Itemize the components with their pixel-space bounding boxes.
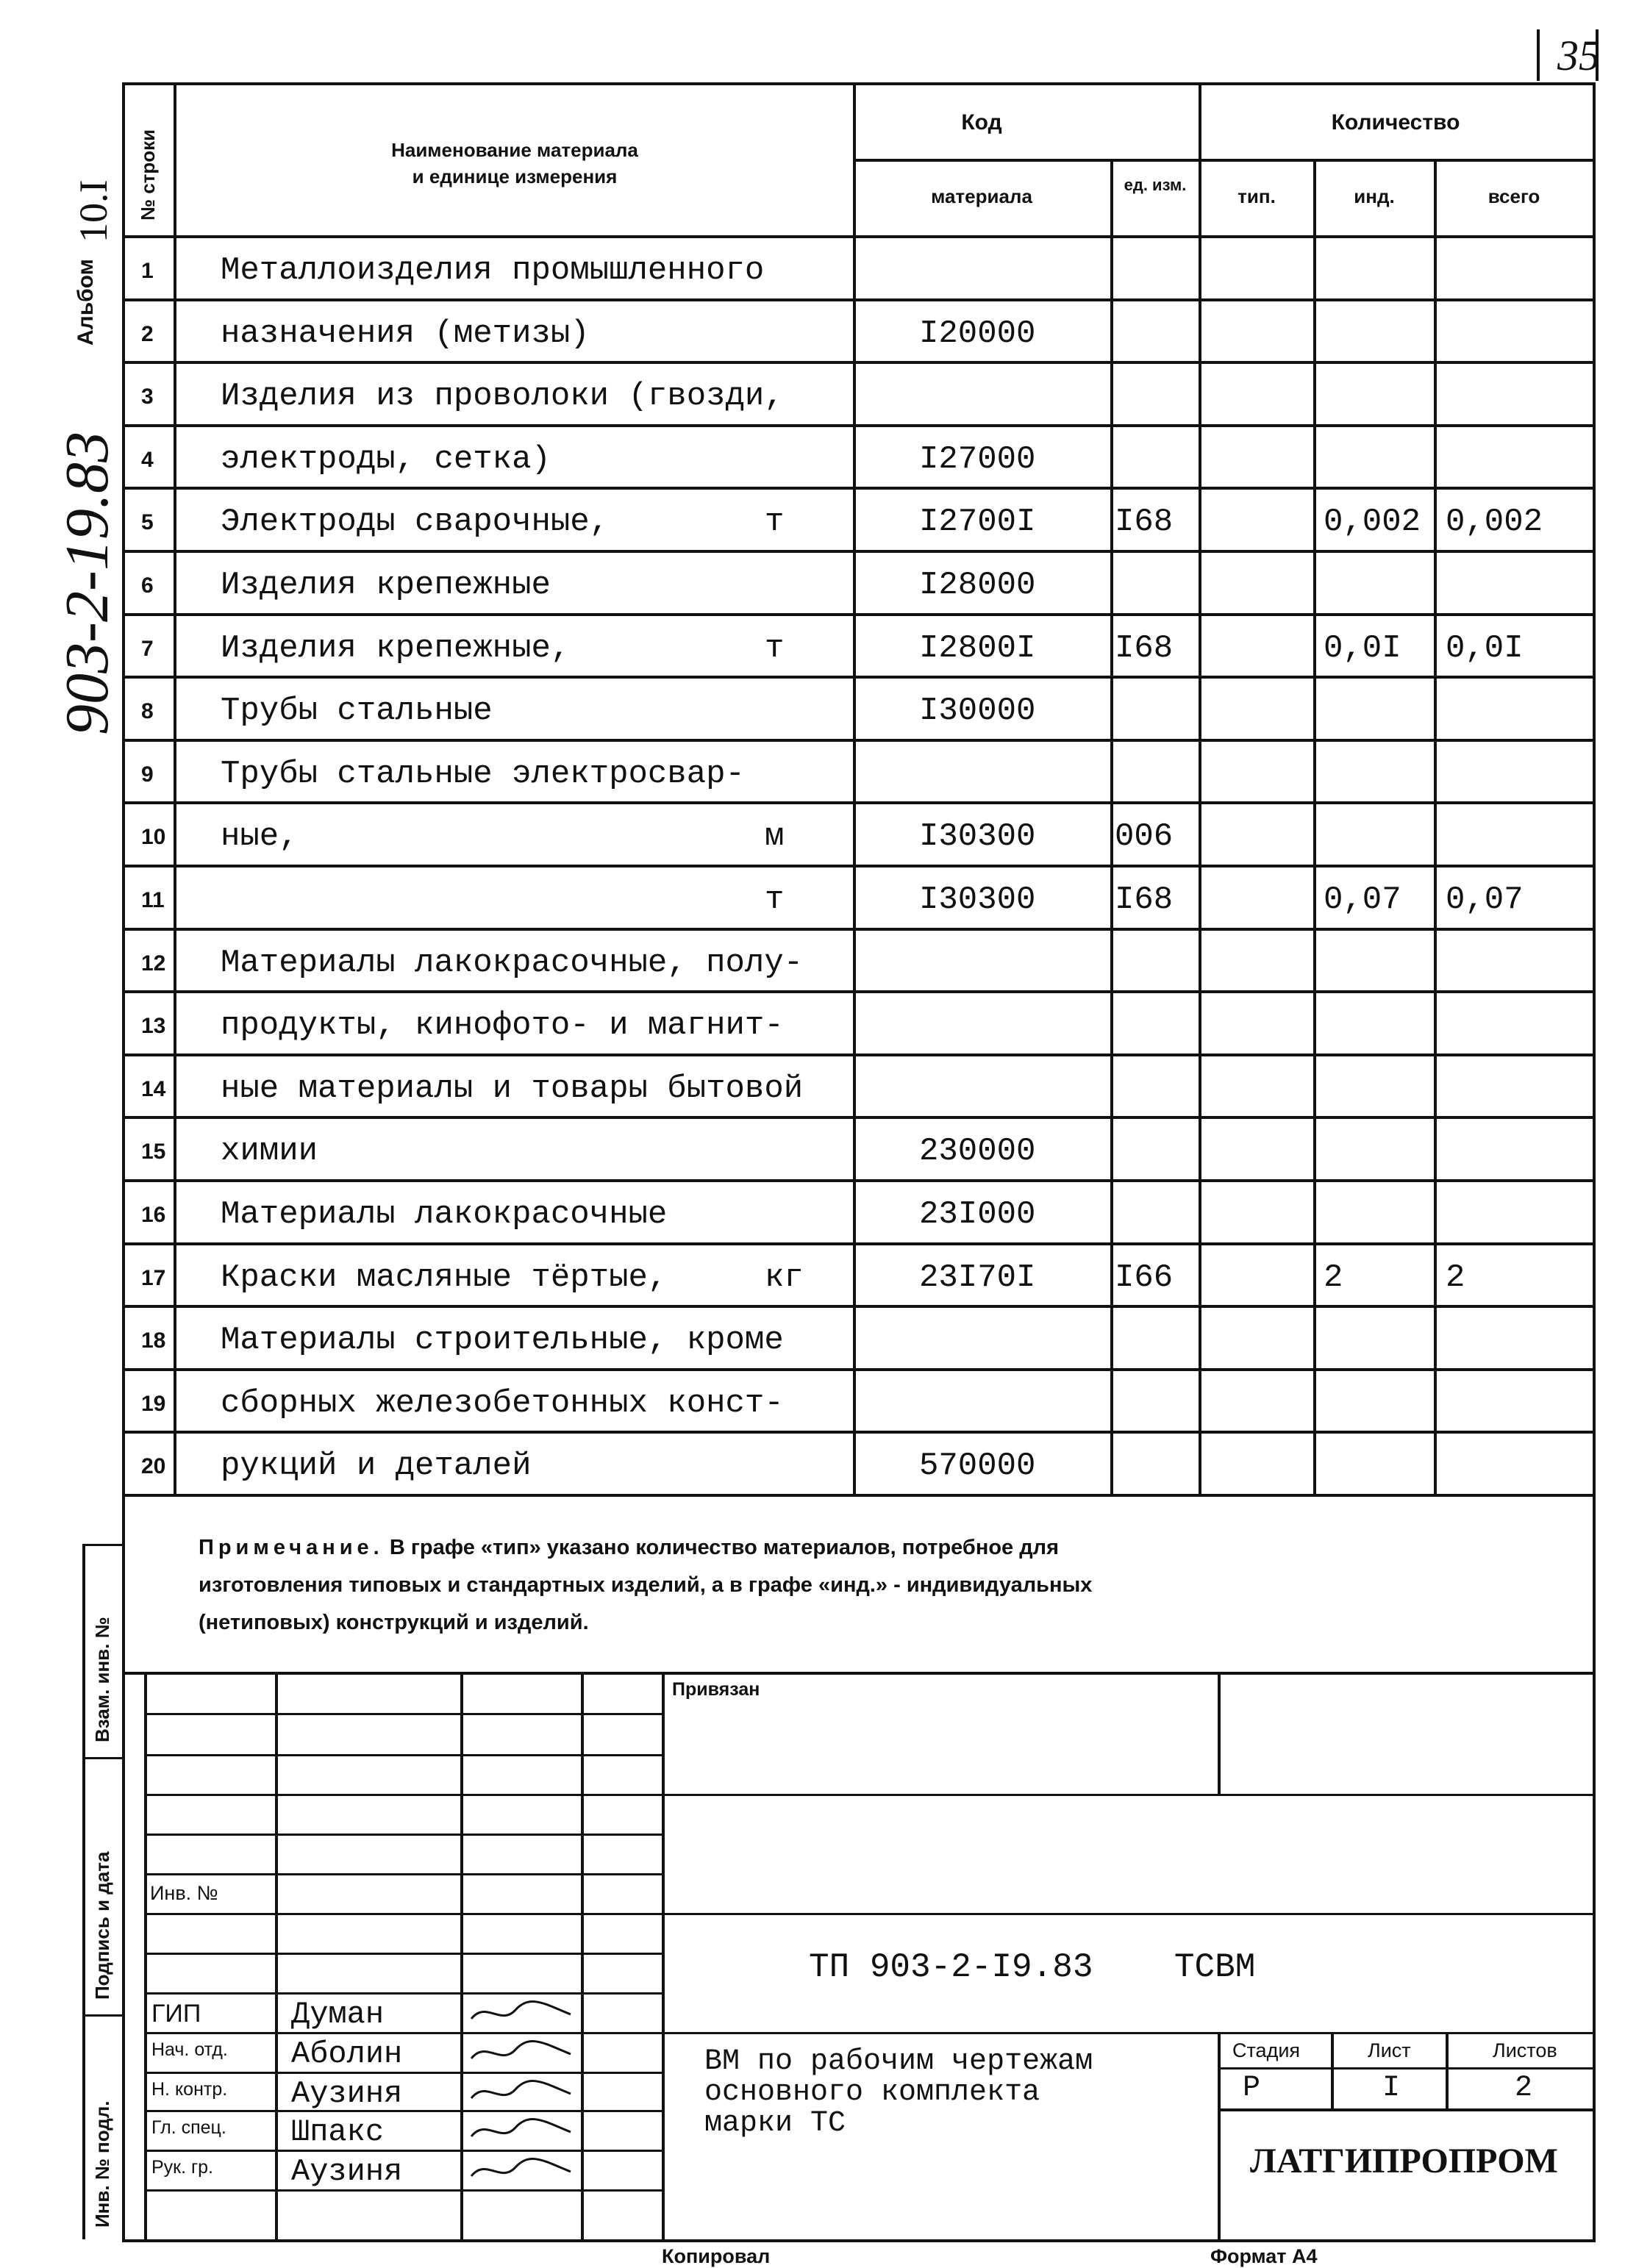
- row-code: I30300: [919, 881, 1036, 918]
- signature-mark: [468, 2036, 578, 2069]
- row-name: электроды, сетка): [221, 441, 551, 478]
- row-unit-code: I68: [1115, 881, 1174, 918]
- row-code: 570000: [919, 1448, 1036, 1484]
- privyazan-label: Привязан: [672, 1679, 760, 1700]
- row-name: Краски масляные тёртые,: [221, 1259, 668, 1296]
- staff-role: Нач. отд.: [151, 2039, 228, 2060]
- inv-no-label: Инв. №: [150, 1882, 218, 1904]
- album-number: 10.I: [71, 179, 115, 243]
- row-code: I28000: [919, 567, 1036, 604]
- row-code: 23I000: [919, 1196, 1036, 1233]
- staff-name: Думан: [291, 1997, 385, 2032]
- row-name: Изделия из проволоки (гвозди,: [221, 378, 784, 415]
- row-number: 8: [141, 699, 154, 723]
- sheet-value: I: [1382, 2072, 1401, 2105]
- side-label-vzam: Взам. инв. №: [91, 1617, 113, 1742]
- album-label: Альбом: [74, 259, 98, 346]
- row-code: I27000: [919, 441, 1036, 478]
- row-qty-total: 0,002: [1446, 504, 1543, 540]
- header-code: Код: [961, 110, 1002, 135]
- row-number: 18: [141, 1328, 166, 1353]
- row-name: Материалы лакокрасочные, полу-: [221, 945, 804, 981]
- footer-copied: Копировал: [662, 2245, 771, 2267]
- row-name: Электроды сварочные,: [221, 504, 610, 540]
- sheets-label: Листов: [1493, 2039, 1557, 2061]
- side-label-podpis: Подпись и дата: [91, 1851, 113, 2000]
- project-code-margin: 903-2-19.83: [53, 432, 121, 735]
- row-name: сборных железобетонных конст-: [221, 1385, 784, 1422]
- row-number: 15: [141, 1140, 166, 1164]
- row-qty-total: 2: [1446, 1259, 1465, 1296]
- row-qty-total: 0,0I: [1446, 630, 1524, 667]
- staff-role: Н. контр.: [151, 2079, 228, 2100]
- stage-label: Стадия: [1232, 2039, 1301, 2061]
- header-qty-ind: инд.: [1354, 185, 1395, 207]
- row-code: I2800I: [919, 630, 1036, 667]
- row-number: 6: [141, 573, 154, 598]
- row-name: ные материалы и товары бытовой: [221, 1070, 804, 1107]
- row-name: Изделия крепежные: [221, 567, 551, 604]
- row-number: 20: [141, 1454, 166, 1478]
- row-number: 10: [141, 825, 166, 849]
- organization-name: ЛАТГИПРОПРОМ: [1250, 2142, 1558, 2181]
- row-number: 2: [141, 322, 154, 346]
- side-label-inv-podl: Инв. № подл.: [91, 2100, 113, 2228]
- staff-role: Гл. спец.: [151, 2117, 226, 2138]
- row-unit: т: [765, 881, 785, 918]
- row-number: 14: [141, 1077, 166, 1101]
- signature-mark: [468, 2114, 578, 2147]
- row-name: Материалы строительные, кроме: [221, 1322, 784, 1359]
- staff-role: ГИП: [151, 2000, 201, 2028]
- row-name: ные,: [221, 818, 299, 855]
- row-qty-ind: 0,07: [1324, 881, 1401, 918]
- row-name: рукций и деталей: [221, 1448, 532, 1484]
- row-unit-code: I68: [1115, 504, 1174, 540]
- row-name: продукты, кинофото- и магнит-: [221, 1007, 784, 1044]
- row-number: 1: [141, 259, 154, 283]
- footer-format: Формат А4: [1210, 2245, 1318, 2267]
- row-code: I30000: [919, 693, 1036, 729]
- row-name: Изделия крепежные,: [221, 630, 571, 667]
- staff-name: Шпакс: [291, 2114, 385, 2150]
- row-number: 7: [141, 637, 154, 661]
- note: [199, 1529, 1092, 1641]
- row-unit: кг: [765, 1259, 804, 1296]
- row-number: 19: [141, 1392, 166, 1416]
- row-name: Металлоизделия промышленного: [221, 252, 765, 289]
- row-code: 23I70I: [919, 1259, 1036, 1296]
- row-code: I2700I: [919, 504, 1036, 540]
- header-row-number: № строки: [137, 129, 159, 221]
- row-qty-total: 0,07: [1446, 881, 1524, 918]
- page-number: 35: [1557, 32, 1600, 79]
- row-name: Трубы стальные: [221, 693, 493, 729]
- staff-name: Аузиня: [291, 2154, 403, 2189]
- row-unit-code: I68: [1115, 630, 1174, 667]
- signature-mark: [468, 1997, 578, 2029]
- row-number: 4: [141, 448, 154, 472]
- row-unit-code: I66: [1115, 1259, 1174, 1296]
- row-number: 11: [141, 888, 165, 912]
- stage-value: Р: [1243, 2072, 1261, 2105]
- row-number: 17: [141, 1266, 166, 1290]
- row-unit: м: [765, 818, 785, 855]
- row-qty-ind: 0,002: [1324, 504, 1421, 540]
- row-name: химии: [221, 1133, 318, 1170]
- note-lead: Примечание.: [199, 1536, 384, 1559]
- sheet-label: Лист: [1368, 2039, 1411, 2061]
- row-code: I20000: [919, 315, 1036, 352]
- row-number: 16: [141, 1203, 166, 1227]
- sheet-title: ВМ по рабочим чертежам основного комплекта марки ТС: [704, 2045, 1093, 2140]
- header-code-material: материала: [931, 185, 1032, 207]
- header-quantity: Количество: [1331, 110, 1460, 135]
- row-number: 9: [141, 762, 154, 787]
- header-qty-typ: тип.: [1238, 185, 1276, 207]
- staff-name: Аболин: [291, 2036, 403, 2072]
- note-line-1: В графе «тип» указано количество материалов, потребное для: [389, 1536, 1059, 1559]
- row-qty-ind: 0,0I: [1324, 630, 1401, 667]
- note-line-2: изготовления типовых и стандартных изделий, а в графе «инд.» - индивидуальных: [199, 1573, 1093, 1597]
- row-unit: т: [765, 504, 785, 540]
- signature-mark: [468, 2154, 578, 2186]
- row-code: 230000: [919, 1133, 1036, 1170]
- document-code: ТП 903-2-I9.83 ТСВМ: [809, 1948, 1256, 1986]
- staff-role: Рук. гр.: [151, 2157, 213, 2178]
- row-number: 13: [141, 1014, 166, 1038]
- row-number: 12: [141, 951, 166, 976]
- row-name: Материалы лакокрасочные: [221, 1196, 668, 1233]
- row-number: 5: [141, 510, 154, 534]
- sheets-value: 2: [1515, 2072, 1533, 2105]
- row-code: I30300: [919, 818, 1036, 855]
- header-qty-total: всего: [1488, 185, 1540, 207]
- header-code-unit: ед. изм.: [1124, 176, 1187, 194]
- row-qty-ind: 2: [1324, 1259, 1343, 1296]
- header-name: Наименование материала и единице измерения: [391, 139, 638, 188]
- row-unit: т: [765, 630, 785, 667]
- staff-name: Аузиня: [291, 2076, 403, 2111]
- row-name: назначения (метизы): [221, 315, 590, 352]
- row-name: Трубы стальные электросвар-: [221, 756, 745, 793]
- note-line-3: (нетиповых) конструкций и изделий.: [199, 1610, 589, 1634]
- row-unit-code: 006: [1115, 818, 1174, 855]
- signature-mark: [468, 2076, 578, 2108]
- row-number: 3: [141, 384, 154, 409]
